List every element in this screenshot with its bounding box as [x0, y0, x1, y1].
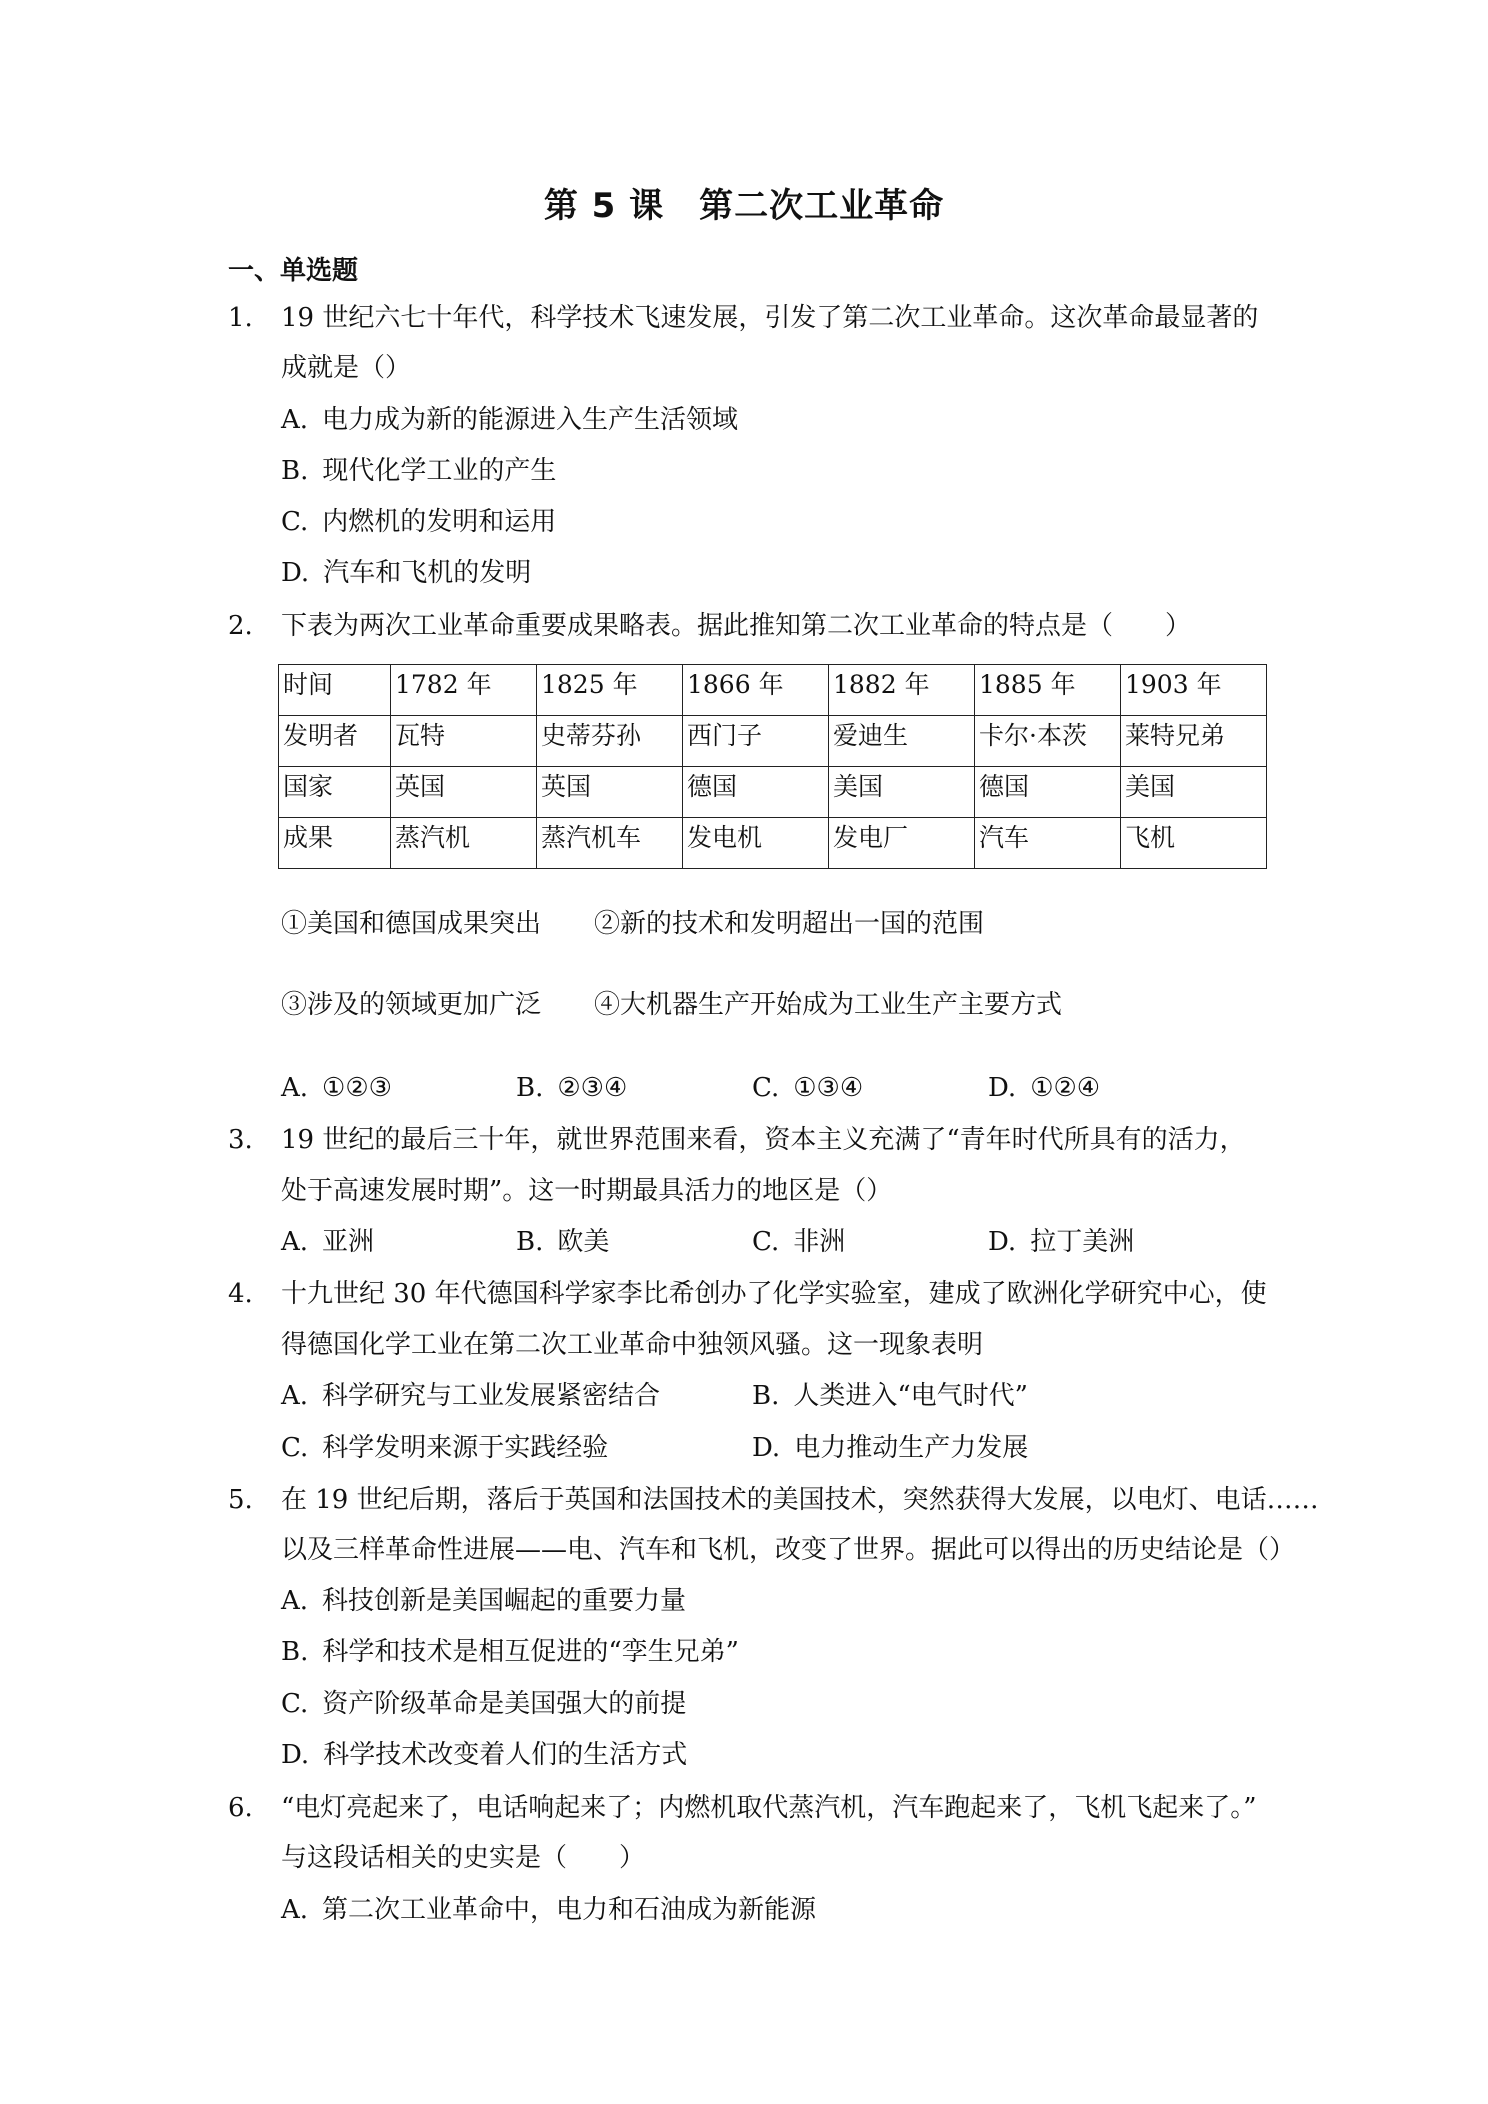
table-cell: 美国: [829, 767, 975, 818]
option-c: C. ①③④: [752, 1073, 864, 1103]
table-cell: 时间: [279, 665, 391, 716]
option-c: C. 内燃机的发明和运用: [281, 507, 557, 537]
option-d: D. ①②④: [988, 1073, 1101, 1103]
table-cell: 瓦特: [391, 716, 537, 767]
question-text-line: 处于高速发展时期”。这一时期最具活力的地区是（）: [281, 1176, 893, 1206]
option-a: A. 科学研究与工业发展紧密结合: [281, 1381, 661, 1411]
question-text-line: 十九世纪 30 年代德国科学家李比希创办了化学实验室，建成了欧洲化学研究中心，使: [281, 1279, 1267, 1309]
question-text-line: 下表为两次工业革命重要成果略表。据此推知第二次工业革命的特点是（ ）: [281, 611, 1192, 641]
statement: ④大机器生产开始成为工业生产主要方式: [594, 990, 1063, 1020]
statement: ②新的技术和发明超出一国的范围: [594, 909, 985, 939]
table-row: [279, 716, 1267, 767]
question-text-line: “电灯亮起来了，电话响起来了；内燃机取代蒸汽机，汽车跑起来了，飞机飞起来了。”: [281, 1793, 1257, 1823]
question-text-line: 19 世纪的最后三十年，就世界范围来看，资本主义充满了“青年时代所具有的活力，: [281, 1125, 1246, 1155]
table-cell: 成果: [279, 818, 391, 869]
question-number: 3.: [228, 1125, 253, 1155]
question-text-line: 与这段话相关的史实是（ ）: [281, 1843, 646, 1873]
question-text-line: 19 世纪六七十年代，科学技术飞速发展，引发了第二次工业革命。这次革命最显著的: [281, 303, 1259, 333]
question-text-line: 成就是（）: [281, 353, 412, 383]
statement: ①美国和德国成果突出: [281, 909, 542, 939]
table-row: [279, 767, 1267, 818]
table-cell: 汽车: [975, 818, 1121, 869]
option-a: A. ①②③: [281, 1073, 392, 1103]
table-cell: 发电厂: [829, 818, 975, 869]
table-cell: 莱特兄弟: [1121, 716, 1267, 767]
option-a: A. 亚洲: [281, 1227, 375, 1257]
option-b: B. 科学和技术是相互促进的“孪生兄弟”: [281, 1637, 739, 1667]
option-b: B. 欧美: [516, 1227, 610, 1257]
option-b: B. 人类进入“电气时代”: [752, 1381, 1028, 1411]
table-cell: 发电机: [683, 818, 829, 869]
question-number: 1.: [228, 303, 253, 333]
option-a: A. 电力成为新的能源进入生产生活领域: [281, 405, 739, 435]
table-cell: 英国: [391, 767, 537, 818]
question-text-line: 得德国化学工业在第二次工业革命中独领风骚。这一现象表明: [281, 1330, 984, 1360]
option-d: D. 汽车和飞机的发明: [281, 558, 532, 588]
question-text-line: 以及三样革命性进展——电、汽车和飞机，改变了世界。据此可以得出的历史结论是（）: [281, 1535, 1296, 1565]
table-cell: 蒸汽机: [391, 818, 537, 869]
table-cell: 卡尔·本茨: [975, 716, 1121, 767]
table-cell: 蒸汽机车: [537, 818, 683, 869]
question-number: 2.: [228, 611, 253, 641]
option-d: D. 科学技术改变着人们的生活方式: [281, 1740, 688, 1770]
option-d: D. 拉丁美洲: [988, 1227, 1135, 1257]
option-c: C. 非洲: [752, 1227, 846, 1257]
option-a: A. 科技创新是美国崛起的重要力量: [281, 1586, 687, 1616]
table-row: [279, 818, 1267, 869]
table-cell: 德国: [683, 767, 829, 818]
option-c: C. 资产阶级革命是美国强大的前提: [281, 1689, 687, 1719]
table-cell: 1866 年: [683, 665, 829, 716]
page-title: 第 5 课 第二次工业革命: [543, 186, 945, 226]
option-d: D. 电力推动生产力发展: [752, 1433, 1029, 1463]
table-cell: 1825 年: [537, 665, 683, 716]
table-cell: 1782 年: [391, 665, 537, 716]
table-cell: 美国: [1121, 767, 1267, 818]
table-cell: 1882 年: [829, 665, 975, 716]
table-cell: 爱迪生: [829, 716, 975, 767]
table-row: [279, 665, 1267, 716]
table-cell: 德国: [975, 767, 1121, 818]
table-cell: 国家: [279, 767, 391, 818]
table-cell: 史蒂芬孙: [537, 716, 683, 767]
table-cell: 飞机: [1121, 818, 1267, 869]
statement: ③涉及的领域更加广泛: [281, 990, 542, 1020]
inventions-table: [278, 664, 1267, 869]
table-cell: 发明者: [279, 716, 391, 767]
table-cell: 1903 年: [1121, 665, 1267, 716]
question-number: 5.: [228, 1485, 253, 1515]
question-text-line: 在 19 世纪后期，落后于英国和法国技术的美国技术，突然获得大发展，以电灯、电话……: [281, 1485, 1319, 1515]
question-number: 4.: [228, 1279, 253, 1309]
option-c: C. 科学发明来源于实践经验: [281, 1433, 609, 1463]
option-b: B. ②③④: [516, 1073, 628, 1103]
option-b: B. 现代化学工业的产生: [281, 456, 557, 486]
table-cell: 英国: [537, 767, 683, 818]
table-cell: 1885 年: [975, 665, 1121, 716]
question-number: 6.: [228, 1793, 253, 1823]
table-cell: 西门子: [683, 716, 829, 767]
option-a: A. 第二次工业革命中，电力和石油成为新能源: [281, 1895, 817, 1925]
section-heading: 一、单选题: [228, 256, 359, 286]
